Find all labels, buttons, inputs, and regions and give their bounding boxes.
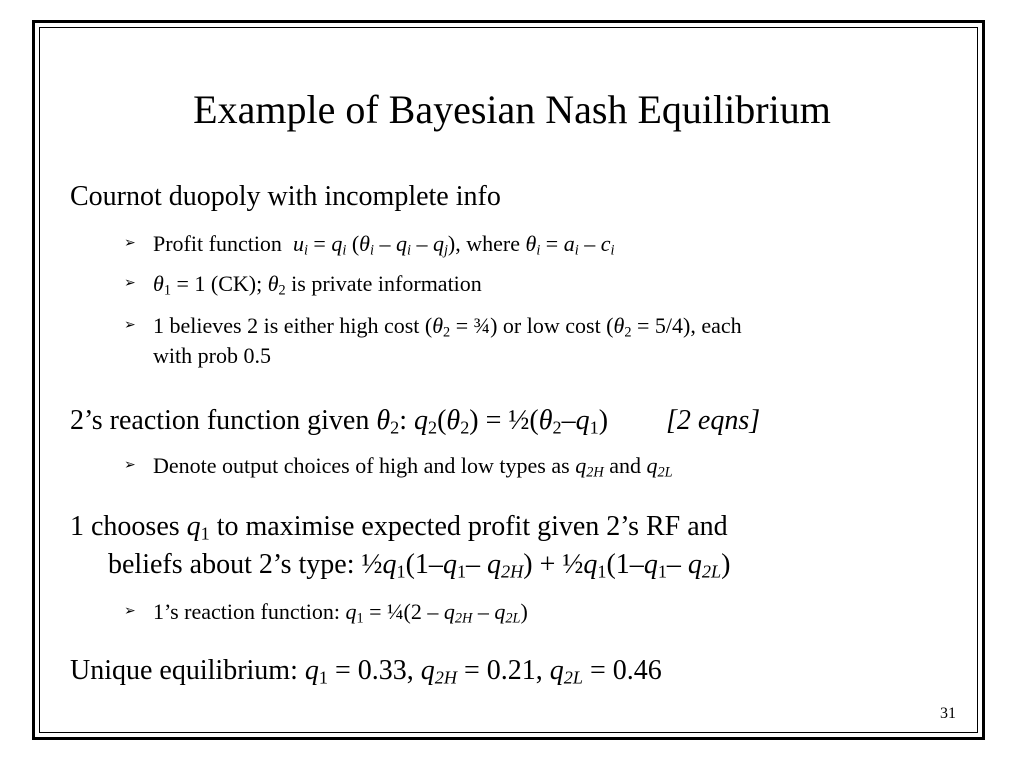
slide-number: 31	[940, 705, 956, 722]
slide-title: Example of Bayesian Nash Equilibrium	[193, 87, 831, 132]
bullet-profit-function: Profit function $u_i = q_i$ $(\theta_i - q_i - q_j)$, where $\theta_i = a_i - c_i$	[153, 231, 615, 259]
bullet-beliefs: 1 believes 2 is either high cost ($\theta_2$ = ¾) or low cost $(\theta_2 = 5/4)$, each	[153, 313, 742, 341]
bullet-beliefs-cont: with prob 0.5	[153, 343, 271, 368]
arrow-bullet-icon: ➢	[124, 236, 136, 251]
bullet-output-choices: Denote output choices of high and low types as $q_{2H}$ and $q_{2L}$	[153, 453, 673, 481]
arrow-bullet-icon: ➢	[124, 458, 136, 473]
slide-border-inner	[39, 27, 978, 733]
bullet-1-reaction-function: 1’s reaction function: $q_1$ = ¼(2 – $q_{2H} - q_{2L}$)	[153, 599, 528, 627]
arrow-bullet-icon: ➢	[124, 276, 136, 291]
heading-expected-profit: 1 chooses $q_1$ to maximise expected profit given 2’s RF and	[70, 511, 728, 544]
bullet-theta-info: $\theta_1 = 1$ (CK); $\theta_2$ is private information	[153, 271, 482, 299]
heading-cournot: Cournot duopoly with incomplete info	[70, 181, 501, 212]
heading-reaction-function: 2’s reaction function given $\theta_2$: $q_2(\theta_2)$ = $\frac{1}{2}(\theta_2-q_1)$ [2 eqns]	[70, 405, 761, 438]
heading-expected-profit-cont: beliefs about 2’s type: $\frac{1}{2}q_1(1-q_1-$ $q_{2H}$) + $\frac{1}{2}q_1(1-q_1-$ $q_{2L}$)	[108, 549, 731, 582]
heading-unique-equilibrium: Unique equilibrium: $q_1 = 0.33$, $q_{2H} = 0.21$, $q_{2L} = 0.46$	[70, 655, 662, 688]
arrow-bullet-icon: ➢	[124, 318, 136, 333]
arrow-bullet-icon: ➢	[124, 604, 136, 619]
